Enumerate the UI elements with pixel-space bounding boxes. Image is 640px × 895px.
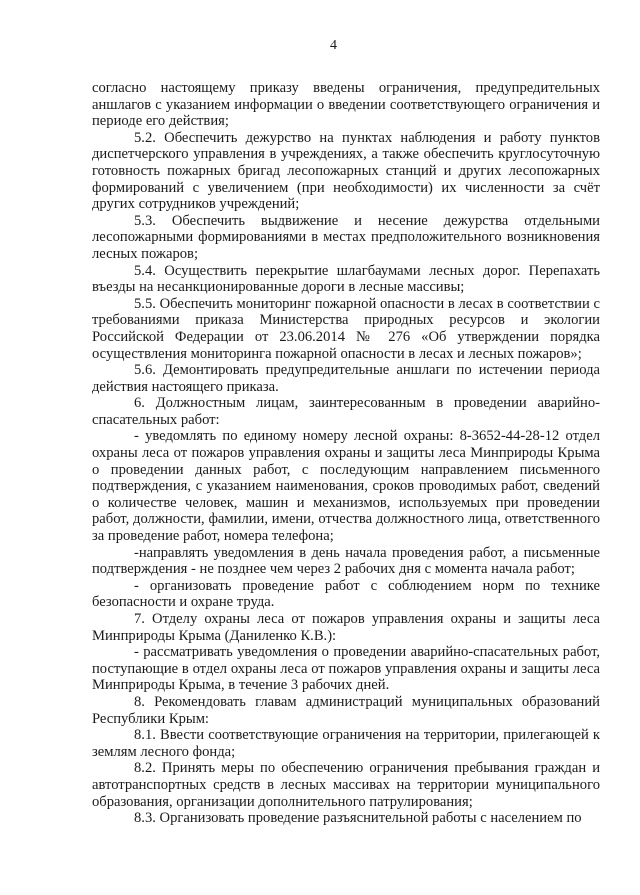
page-number: 4 [330, 38, 337, 53]
paragraph-6-notify: - уведомлять по единому номеру лесной охраны: 8-3652-44-28-12 отдел охраны леса от пожаров управления охраны и защиты леса Минприроды Крыма о проведении данных работ, с последующим направлением письменного подтверждения, с указанием наименования, сроков проводимых работ, сведений о количестве человек, машин и механизмов, используемых при проведении работ, должности, фамилии, имени, отчества должностного лица, ответственного за проведение работ, номера телефона; [92, 428, 600, 545]
paragraph-7-review: - рассматривать уведомления о проведении аварийно-спасательных работ, поступающие в отдел охраны леса от пожаров управления охраны и защиты леса Минприроды Крыма, в течение 3 рабочих дней. [92, 644, 600, 694]
paragraph-6-send: -направлять уведомления в день начала проведения работ, а письменные подтверждения - не позднее чем через 2 рабочих дня с момента начала работ; [92, 544, 600, 578]
paragraph-5-2: 5.2. Обеспечить дежурство на пунктах наблюдения и работу пунктов диспетчерского управления в учреждениях, а также обеспечить круглосуточную готовность пожарных бригад лесопожарных станций и других лесопожарных формирований с увеличением (при необходимости) их численности за счёт других сотрудников учреждений; [92, 129, 600, 213]
paragraph-8-3: 8.3. Организовать проведение разъяснительной работы с населением по [134, 810, 582, 827]
document-body [92, 80, 600, 827]
paragraph-5-6: 5.6. Демонтировать предупредительные аншлаги по истечении периода действия настоящего приказа. [92, 362, 600, 395]
paragraph-6-organize: - организовать проведение работ с соблюдением норм по технике безопасности и охране труда. [92, 577, 600, 611]
paragraph-5-5: 5.5. Обеспечить мониторинг пожарной опасности в лесах в соответствии с требованиями приказа Министерства природных ресурсов и экологии Российской Федерации от 23.06.2014 № 276 «Об утверждении порядка осуществления мониторинга пожарной опасности в лесах и лесных пожаров»; [92, 295, 600, 362]
paragraph-8-1: 8.1. Ввести соответствующие ограничения на территории, прилегающей к землям лесного фонда; [92, 727, 600, 760]
paragraph-continuation: согласно настоящему приказу введены ограничения, предупредительных аншлагов с указанием информации о введении соответствующего ограничения и периоде его действия; [92, 80, 600, 130]
paragraph-7: 7. Отделу охраны леса от пожаров управления охраны и защиты леса Минприроды Крыма (Даниленко К.В.): [92, 611, 600, 644]
paragraph-8: 8. Рекомендовать главам администраций муниципальных образований Республики Крым: [92, 693, 600, 727]
paragraph-6: 6. Должностным лицам, заинтересованным в проведении аварийно-спасательных работ: [92, 395, 600, 428]
paragraph-5-3: 5.3. Обеспечить выдвижение и несение дежурства отдельными лесопожарными формированиями в местах предположительного возникновения лесных пожаров; [92, 212, 600, 262]
paragraph-8-2: 8.2. Принять меры по обеспечению ограничения пребывания граждан и автотранспортных средств в лесных массивах на территории муниципального образования, организации дополнительного патрулирования; [92, 760, 600, 810]
paragraph-5-4: 5.4. Осуществить перекрытие шлагбаумами лесных дорог. Перепахать въезды на несанкционированные дороги в лесные массивы; [92, 262, 600, 296]
